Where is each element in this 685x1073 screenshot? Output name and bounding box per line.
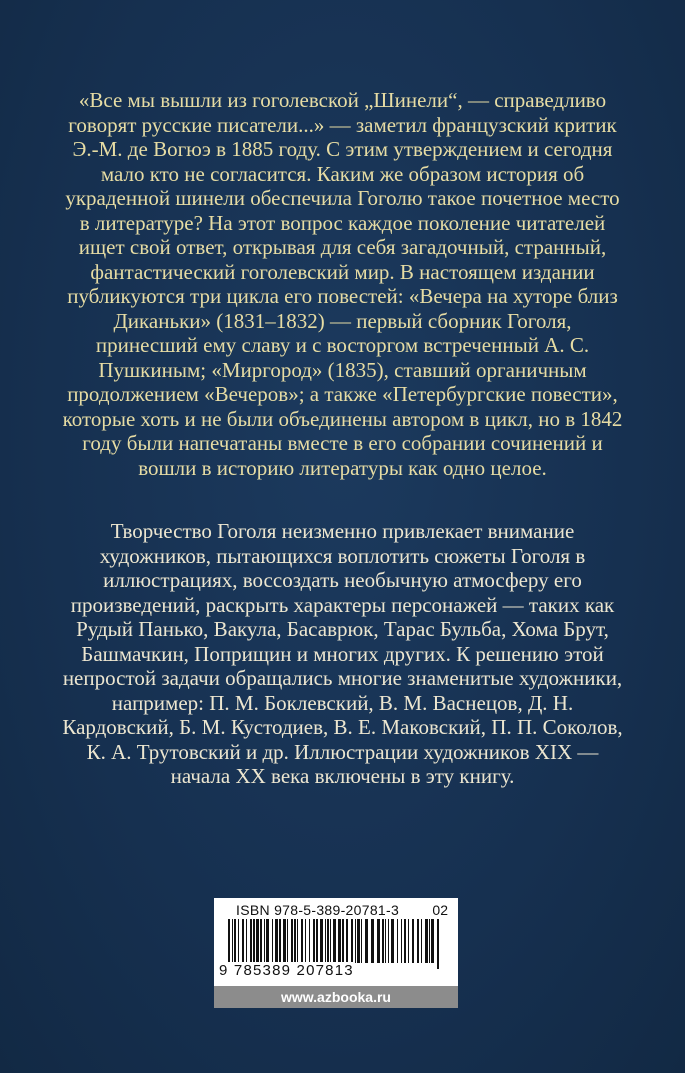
ean-digits-text: 9 785389 207813 xyxy=(219,962,354,979)
ean-digits xyxy=(218,962,454,979)
isbn-addon: 02 xyxy=(432,902,448,918)
description-paragraph-1: «Все мы вышли из гоголевской „Шинели“, — справедливо говорят русские писатели...» — заметил французский критик Э.-М. де Вогюэ в 1885 году. С этим утверждением и сегодня мало кто не согласится. Каким же образом история об украденной шинели обеспечила Гоголю такое почетное место в литературе? На этот вопрос каждое поколение читателей ищет свой ответ, открывая для себя загадочный, странный, фантастический гоголевский мир. В настоящем издании публикуются три цикла его повестей: «Вечера на хуторе близ Диканьки» (1831–1832) — первый сборник Гоголя, принесший ему славу и с восторгом встреченный А. С. Пушкиным; «Миргород» (1835), ставший органичным продолжением «Вечеров»; а также «Петербургские повести», которые хоть и не были объединены автором в цикл, но в 1842 году были напечатаны вместе в его собрании сочинений и вошли в историю литературы как одно целое. xyxy=(62,88,623,480)
website-link[interactable]: www.azbooka.ru xyxy=(214,986,458,1008)
isbn-line xyxy=(214,902,458,918)
description-paragraph-2: Творчество Гоголя неизменно привлекает внимание художников, пытающихся воплотить сюжеты Гоголя в иллюстрациях, воссоздать необычную атмосферу его произведений, раскрыть характеры персонажей — таких как Рудый Панько, Вакула, Басаврюк, Тарас Бульба, Хома Брут, Башмачкин, Поприщин и многих других. К решению этой непростой задачи обращались многие знаменитые художники, например: П. М. Боклевский, В. М. Васнецов, Д. Н. Кардовский, Б. М. Кустодиев, В. Е. Маковский, П. П. Соколов, К. А. Трутовский и др. Иллюстрации художников XIX — начала XX века включены в эту книгу. xyxy=(62,519,623,788)
isbn-label: ISBN 978-5-389-20781-3 xyxy=(236,902,400,918)
barcode-block xyxy=(214,898,458,1008)
